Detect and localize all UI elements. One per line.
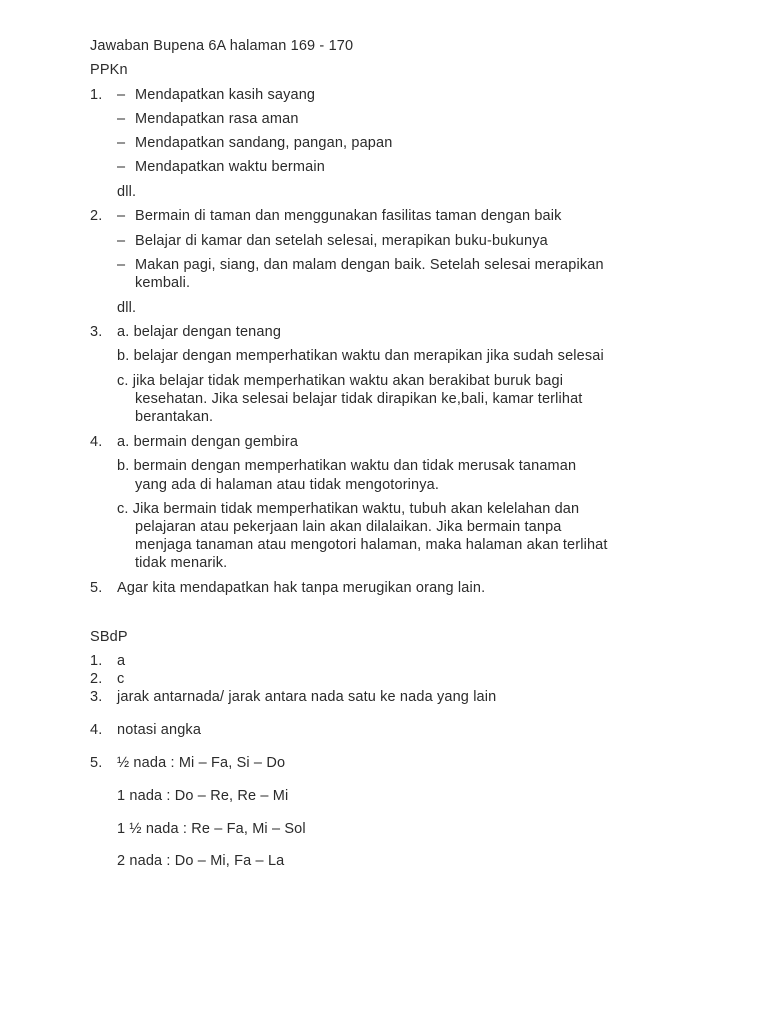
answer-c: c. Jika bermain tidak memperhatikan waktu, tubuh akan kelelahan dan <box>117 501 580 517</box>
question-number: 2. <box>90 671 103 687</box>
answer-c-continuation: menjaga tanaman atau mengotori halaman, maka halaman akan terlihat <box>135 537 608 553</box>
answer-c: c. jika belajar tidak memperhatikan waktu akan berakibat buruk bagi <box>117 373 564 389</box>
dash-bullet: – <box>117 135 126 151</box>
answer-c-continuation: pelajaran atau pekerjaan lain akan dilalaikan. Jika bermain tanpa <box>135 519 562 535</box>
dash-bullet: – <box>117 87 126 103</box>
answer-text: Agar kita mendapatkan hak tanpa merugikan orang lain. <box>117 580 486 596</box>
question-number: 5. <box>90 755 103 771</box>
document-title: Jawaban Bupena 6A halaman 169 - 170 <box>90 38 354 54</box>
question-number: 2. <box>90 208 103 224</box>
list-item: Mendapatkan rasa aman <box>135 111 299 127</box>
answer-c-continuation: berantakan. <box>135 409 214 425</box>
answer-b: b. bermain dengan memperhatikan waktu dan tidak merusak tanaman <box>117 458 577 474</box>
answer-text: notasi angka <box>117 722 202 738</box>
answer-a: a. bermain dengan gembira <box>117 434 299 450</box>
answer-text: a <box>117 653 126 669</box>
dash-bullet: – <box>117 208 126 224</box>
dash-bullet: – <box>117 233 126 249</box>
interval-line: 2 nada : Do – Mi, Fa – La <box>117 853 285 869</box>
list-item: Mendapatkan waktu bermain <box>135 159 325 175</box>
list-item: Belajar di kamar dan setelah selesai, merapikan buku-bukunya <box>135 233 548 249</box>
interval-line: 1 nada : Do – Re, Re – Mi <box>117 788 289 804</box>
question-number: 4. <box>90 434 103 450</box>
question-number: 1. <box>90 653 103 669</box>
etc-text: dll. <box>117 184 137 200</box>
dash-bullet: – <box>117 159 126 175</box>
question-number: 4. <box>90 722 103 738</box>
answer-text: jarak antarnada/ jarak antara nada satu ke nada yang lain <box>117 689 497 705</box>
section-heading-ppkn: PPKn <box>90 62 128 78</box>
list-item: Mendapatkan kasih sayang <box>135 87 316 103</box>
list-item: Makan pagi, siang, dan malam dengan baik. Setelah selesai merapikan <box>135 257 604 273</box>
question-number: 1. <box>90 87 103 103</box>
answer-b-continuation: yang ada di halaman atau tidak mengotorinya. <box>135 477 440 493</box>
answer-a: a. belajar dengan tenang <box>117 324 282 340</box>
answer-text: c <box>117 671 125 687</box>
interval-line: 1 ½ nada : Re – Fa, Mi – Sol <box>117 821 306 837</box>
answer-c-continuation: kesehatan. Jika selesai belajar tidak dirapikan ke,bali, kamar terlihat <box>135 391 583 407</box>
question-number: 3. <box>90 324 103 340</box>
dash-bullet: – <box>117 257 126 273</box>
dash-bullet: – <box>117 111 126 127</box>
question-number: 3. <box>90 689 103 705</box>
list-item-continuation: kembali. <box>135 275 191 291</box>
etc-text: dll. <box>117 300 137 316</box>
answer-c-continuation: tidak menarik. <box>135 555 228 571</box>
list-item: Mendapatkan sandang, pangan, papan <box>135 135 393 151</box>
section-heading-sbdp: SBdP <box>90 629 128 645</box>
question-number: 5. <box>90 580 103 596</box>
answer-b: b. belajar dengan memperhatikan waktu dan merapikan jika sudah selesai <box>117 348 604 364</box>
answer-text: ½ nada : Mi – Fa, Si – Do <box>117 755 286 771</box>
list-item: Bermain di taman dan menggunakan fasilitas taman dengan baik <box>135 208 562 224</box>
